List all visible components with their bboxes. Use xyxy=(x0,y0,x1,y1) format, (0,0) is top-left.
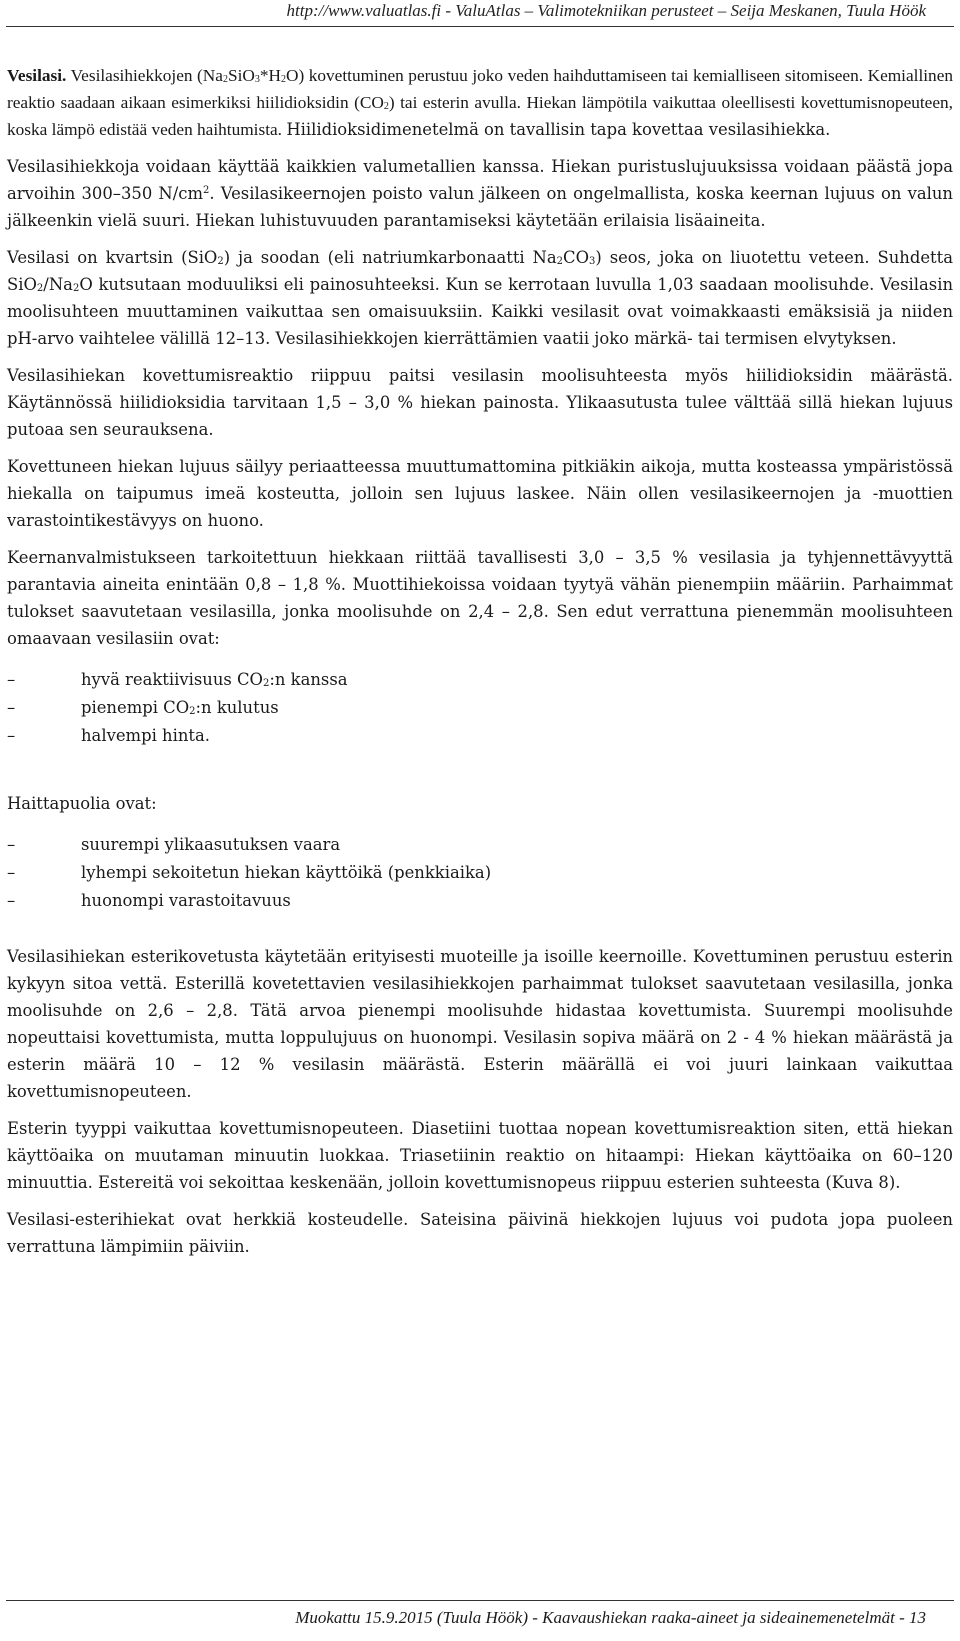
paragraph-kosteusherkkyys: Vesilasi-esterihiekat ovat herkkiä kosteudelle. Sateisina päivinä hiekkojen lujuus voi pudota jopa puoleen verrattuna lämpimiin päiviin. xyxy=(7,1210,953,1256)
paragraph-keernanvalmistus: Keernanvalmistukseen tarkoitettuun hiekkaan riittää tavallisesti 3,0 – 3,5 % vesilasia ja tyhjennettävyyttä parantavia aineita enintään 0,8 – 1,8 %. Muottihiekoissa voidaan tyytyä vähän pienempiin määriin. Parhaimmat tulokset saavutetaan vesilasilla, jonka moolisuhde on 2,4 – 2,8. Sen edut verrattuna pienemmän moolisuhteen omaavaan vesilasiin ovat: xyxy=(7,548,953,648)
header-divider xyxy=(6,26,954,27)
page-header: http://www.valuatlas.fi - ValuAtlas – Valimotekniikan perusteet – Seija Meskanen, Tuula Höök xyxy=(286,1,926,20)
paragraph-kvartsi-sooda: Vesilasi on kvartsin (SiO$_2$) ja soodan (eli natriumkarbonaatti $Na_2CO_3$) seos, joka on liuotettu veteen. Suhdetta $SiO_2/Na_2O$ kutsutaan moduuliksi eli painosuhteeksi. Kun se kerrotaan luvulla 1,03 saadaan moolisuhde. Vesilasin moolisuhteen muuttaminen vaikuttaa sen omaisuuksiin. Kaikki vesilasit ovat voimakkaasti emäksisiä ja niiden pH-arvo vaihtelee välillä 12–13. Vesilasihiekkojen kierrättämien vaatii joko märkä- tai termisen elvytyksen. xyxy=(7,248,953,348)
disadvantages-list xyxy=(7,831,953,915)
list-item: – pienempi $CO_2:n$ kulutus xyxy=(7,698,279,717)
footer-divider xyxy=(6,1600,954,1601)
paragraph-lead: Vesilasi. xyxy=(7,66,67,85)
list-item: – huonompi varastoitavuus xyxy=(7,891,291,910)
paragraph-esterikovetus: Vesilasihiekan esterikovetusta käytetään erityisesti muoteille ja isoille keernoille. Kovettuminen perustuu esterin kykyyn sitoa vettä. Esterillä kovetettavien vesilasihiekkojen parhaimmat tulokset saavutetaan vesilasilla, jonka moolisuhde on 2,6 – 2,8. Tätä arvoa pienempi moolisuhde hidastaa kovettumista. Suurempi moolisuhde nopeuttaisi kovettumista, mutta loppulujuus on huonompi. Vesilasin sopiva määrä on 2 - 4 % hiekan määrästä ja esterin määrä 10 – 12 % vesilasin määrästä. Esterin määrällä ei voi juuri lainkaan vaikuttaa kovettumisnopeuteen. xyxy=(7,947,953,1101)
list-item: – halvempi hinta. xyxy=(7,726,210,745)
disadvantages-heading: Haittapuolia ovat: xyxy=(7,794,157,813)
paragraph-kovettumisreaktio: Vesilasihiekan kovettumisreaktio riippuu paitsi vesilasin moolisuhteesta myös hiilidioksidin määrästä. Käytännössä hiilidioksidia tarvitaan 1,5 – 3,0 % hiekan painosta. Ylikaasutusta tulee välttää sillä hiekan lujuus putoaa sen seurauksena. xyxy=(7,366,953,439)
list-item: – hyvä reaktiivisuus $CO_2:n$ kanssa xyxy=(7,670,348,689)
list-item: – lyhempi sekoitetun hiekan käyttöikä (penkkiaika) xyxy=(7,863,492,882)
paragraph-esterin-tyyppi: Esterin tyyppi vaikuttaa kovettumisnopeuteen. Diasetiini tuottaa nopean kovettumisreaktion siten, että hiekan käyttöaika on muutaman minuutin luokkaa. Triasetiinin reaktio on hitaampi: Hiekan käyttöaika on 60–120 minuuttia. Estereitä voi sekoittaa keskenään, jolloin kovettumisnopeus riippuu esterien suhteesta (Kuva 8). xyxy=(7,1119,953,1192)
document-body xyxy=(7,62,953,1270)
paragraph-vesilasi-intro: Vesilasi. Vesilasihiekkojen $(Na_2SiO_3*H_2O)$ kovettuminen perustuu joko veden haihduttamiseen tai kemialliseen sitomiseen. Kemiallinen reaktio saadaan aikaan esimerkiksi hiilidioksidin $(CO_2)$ tai esterin avulla. Hiekan lämpötila vaikuttaa oleellisesti kovettumisnopeuteen, koska lämpö edistää veden haihtumista. Hiilidioksidimenetelmä on tavallisin tapa kovettaa vesilasihiekka. xyxy=(7,66,954,139)
list-item: – suurempi ylikaasutuksen vaara xyxy=(7,835,341,854)
paragraph-valumetallit: Vesilasihiekkoja voidaan käyttää kaikkien valumetallien kanssa. Hiekan puristuslujuuksissa voidaan päästä jopa arvoihin 300–350 $N/cm^2$. Vesilasikeernojen poisto valun jälkeen on ongelmallista, koska keernan lujuus on valun jälkeenkin vielä suuri. Hiekan luhistuvuuden parantamiseksi käytetään erilaisia lisäaineita. xyxy=(7,157,953,230)
paragraph-lujuus-kosteus: Kovettuneen hiekan lujuus säilyy periaatteessa muuttumattomina pitkiäkin aikoja, mutta kosteassa ympäristössä hiekalla on taipumus imeä kosteutta, jolloin sen lujuus laskee. Näin ollen vesilasikeernojen ja -muottien varastointikestävyys on huono. xyxy=(7,457,953,530)
page-footer: Muokattu 15.9.2015 (Tuula Höök) - Kaavaushiekan raaka-aineet ja sideainemenetelmät - 13 xyxy=(295,1608,926,1627)
advantages-list xyxy=(7,666,953,750)
